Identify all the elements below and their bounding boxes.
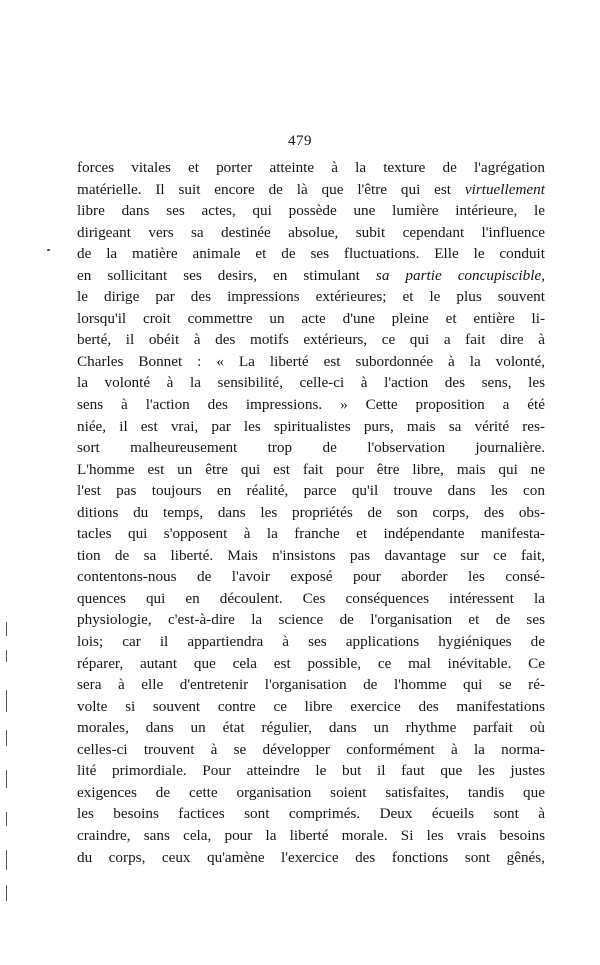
text-line [77, 222, 545, 244]
text-line [77, 265, 545, 287]
text-line [77, 243, 545, 265]
text-line [77, 480, 545, 502]
text-line [77, 653, 545, 675]
text-line [77, 674, 545, 696]
text-line [77, 372, 545, 394]
text-segment: lité primordiale. Pour atteindre le but il faut que les justes [77, 762, 545, 780]
text-line [77, 502, 545, 524]
text-segment: exigences de cette organisation soient satisfaites, tandis que [77, 783, 545, 801]
text-line [77, 717, 545, 739]
text-segment: le dirige par des impressions extérieures; et le plus souvent [77, 288, 545, 306]
scan-speck [47, 249, 50, 251]
text-segment: L'homme est un être qui est fait pour être libre, mais qui ne [77, 460, 545, 478]
text-line [77, 200, 545, 222]
scan-edge-mark [6, 650, 7, 662]
text-segment: forces vitales et porter atteinte à la texture de l'agrégation [77, 159, 545, 176]
scan-edge-mark [6, 730, 7, 746]
text-segment: du corps, ceux qu'amène l'exercice des fonctions sont gênés, [77, 848, 545, 866]
text-segment: tion de sa liberté. Mais n'insistons pas davantage sur ce fait, [77, 546, 545, 564]
text-segment: lois; car il appartiendra à ses applications hygiéniques de [77, 633, 545, 651]
text-line [77, 631, 545, 653]
scan-edge-mark [6, 850, 7, 870]
text-line [77, 588, 545, 610]
text-segment: celles-ci trouvent à se développer conformément à la norma- [77, 740, 545, 758]
text-segment: lorsqu'il croit commettre un acte d'une pleine et entière li- [77, 309, 545, 327]
body-text [77, 157, 545, 868]
text-line [77, 566, 545, 588]
scan-edge-mark [6, 770, 7, 788]
text-segment: niée, il est vrai, par les spiritualistes purs, mais sa vérité res- [77, 417, 545, 435]
scan-edge-mark [6, 812, 7, 826]
text-segment: volte si souvent contre ce libre exercice des manifestations [77, 697, 545, 715]
text-line [77, 416, 545, 438]
text-line [77, 308, 545, 330]
text-segment: dirigeant vers sa destinée absolue, subit cependant l'influence [77, 223, 545, 241]
scan-edge-mark [6, 885, 7, 901]
scan-edge-mark [6, 622, 7, 636]
text-segment: berté, il obéit à des motifs extérieurs, ce qui a fait dire à [77, 331, 545, 349]
text-line [77, 847, 545, 869]
italic-text: virtuellement [464, 180, 545, 198]
page-number: 479 [288, 133, 312, 149]
text-segment: libre dans ses actes, qui possède une lumière intérieure, le [77, 202, 545, 220]
text-segment: sens à l'action des impressions. » Cette proposition a été [77, 396, 545, 414]
text-segment: la volonté à la sensibilité, celle-ci à l'action des sens, les [77, 374, 545, 392]
text-line [77, 825, 545, 847]
text-segment: contentons-nous de l'avoir exposé pour aborder les consé- [77, 568, 545, 586]
text-line [77, 459, 545, 481]
text-segment: physiologie, c'est-à-dire la science de l'organisation et de ses [77, 611, 545, 629]
text-segment: matérielle. Il suit encore de là que l'être qui est [77, 180, 465, 198]
text-line [77, 286, 545, 308]
text-segment: morales, dans un état régulier, dans un rhythme parfait où [77, 719, 545, 737]
text-line [77, 739, 545, 761]
text-segment: réparer, autant que cela est possible, ce mal inévitable. Ce [77, 654, 545, 672]
text-segment: ditions du temps, dans les propriétés de son corps, des obs- [77, 503, 545, 521]
text-segment: tacles qui s'opposent à la franche et indépendante manifesta- [77, 525, 545, 543]
text-line [77, 782, 545, 804]
italic-text: sa partie concupiscible, [375, 266, 545, 284]
text-line [77, 523, 545, 545]
text-line [77, 179, 545, 201]
text-line [77, 696, 545, 718]
text-line [77, 437, 545, 459]
text-segment: quences qui en découlent. Ces conséquences intéressent la [77, 589, 545, 607]
text-segment: les besoins factices sont comprimés. Deux écueils sont à [77, 805, 545, 823]
text-line [77, 351, 545, 373]
text-segment: sera à elle d'entretenir l'organisation de l'homme qui se ré- [77, 676, 545, 694]
text-line [77, 157, 545, 179]
text-segment: l'est pas toujours en réalité, parce qu'il trouve dans les con [77, 482, 545, 500]
text-segment: de la matière animale et de ses fluctuations. Elle le conduit [77, 245, 545, 263]
text-segment: craindre, sans cela, pour la liberté morale. Si les vrais besoins [77, 826, 545, 844]
text-segment: Charles Bonnet : « La liberté est subordonnée à la volonté, [77, 352, 545, 370]
text-line [77, 545, 545, 567]
text-line [77, 609, 545, 631]
text-line [77, 329, 545, 351]
text-segment: en sollicitant ses desirs, en stimulant [77, 266, 376, 284]
text-line [77, 803, 545, 825]
text-line [77, 760, 545, 782]
scan-edge-mark [6, 690, 7, 712]
text-line [77, 394, 545, 416]
text-segment: sort malheureusement trop de l'observation journalière. [77, 439, 545, 457]
